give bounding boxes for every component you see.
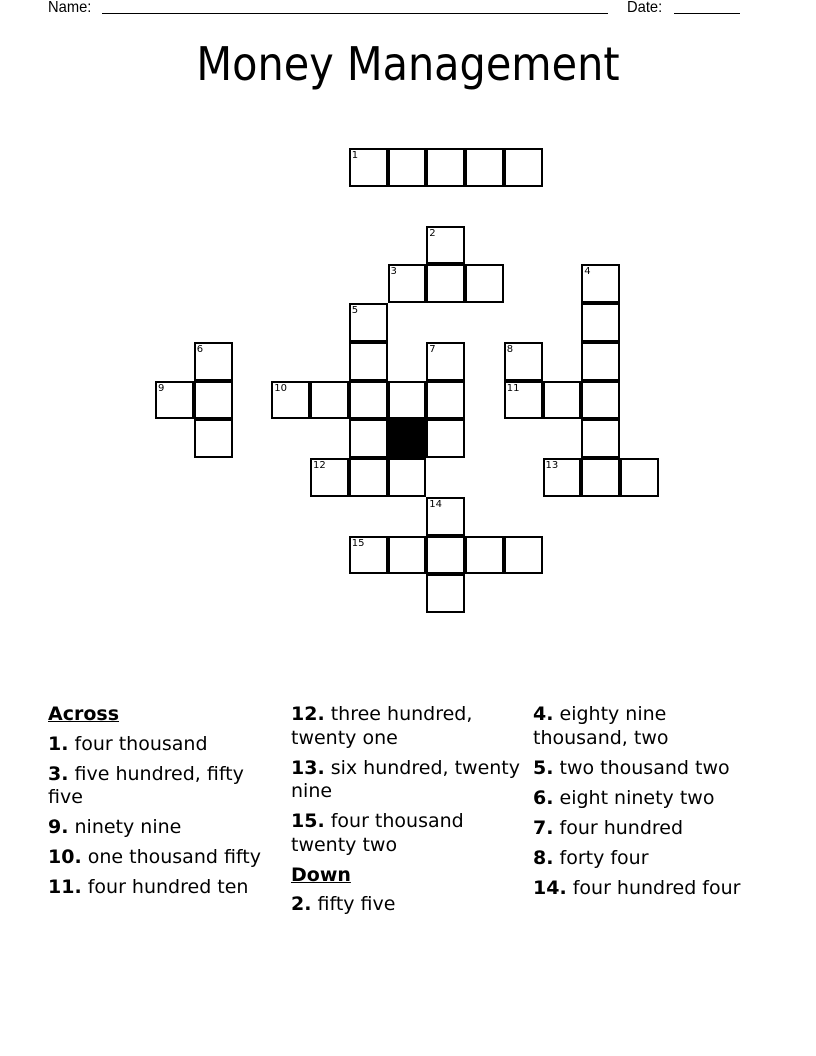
clue-number: 3.: [48, 762, 69, 785]
clues-column-2: [291, 703, 521, 923]
crossword-cell[interactable]: [620, 458, 659, 497]
clues-column-3: [533, 703, 763, 907]
crossword-cell[interactable]: [465, 264, 504, 303]
date-label: Date:: [627, 0, 663, 16]
clue-number: 11.: [48, 876, 82, 898]
cell-number: 13: [545, 460, 559, 471]
crossword-cell[interactable]: [504, 148, 543, 187]
crossword-cell[interactable]: [426, 342, 465, 381]
crossword-cell[interactable]: [581, 303, 620, 342]
name-label: Name:: [48, 0, 92, 16]
cell-number: 6: [196, 343, 204, 355]
clue-number: 9.: [48, 816, 69, 838]
crossword-cell[interactable]: [271, 381, 310, 420]
clue-number: 8.: [533, 846, 554, 869]
crossword-cell[interactable]: [310, 458, 349, 497]
crossword-cell[interactable]: [388, 536, 427, 575]
down-heading: Down: [291, 863, 351, 886]
cell-number: 8: [506, 343, 514, 355]
clue-down-4: [533, 703, 763, 750]
clue-text: fifty five: [317, 893, 396, 915]
crossword-cell[interactable]: [426, 497, 465, 536]
clue-number: 10.: [48, 846, 82, 868]
clue-text: four hundred four: [572, 876, 741, 899]
cell-number: 11: [506, 382, 520, 394]
cell-number: 2: [429, 227, 436, 239]
crossword-cell[interactable]: [504, 342, 543, 381]
clue-across-15: [291, 810, 521, 857]
clue-across-11: [48, 876, 278, 900]
crossword-cell[interactable]: [310, 381, 349, 420]
crossword-cell[interactable]: [581, 264, 620, 303]
crossword-cell[interactable]: [388, 264, 427, 303]
clue-across-12: [291, 703, 521, 750]
clue-across-3: [48, 763, 278, 810]
clue-number: 1.: [48, 732, 69, 755]
clue-number: 5.: [533, 756, 554, 779]
cell-number: 4: [584, 266, 591, 278]
clue-number: 14.: [533, 876, 567, 899]
crossword-cell[interactable]: [426, 419, 465, 458]
crossword-black-cell: [388, 419, 427, 458]
crossword-cell[interactable]: [581, 419, 620, 458]
clue-text: three hundred, twenty one: [291, 703, 473, 749]
cell-number: 9: [158, 382, 165, 394]
clue-text: six hundred, twenty nine: [291, 756, 521, 802]
clue-down-14: [533, 877, 763, 901]
clue-down-8: [533, 847, 763, 871]
crossword-cell[interactable]: [426, 226, 465, 265]
crossword-cell[interactable]: [349, 536, 388, 575]
crossword-cell[interactable]: [581, 381, 620, 420]
clue-across-10: [48, 846, 278, 870]
crossword-cell[interactable]: [349, 419, 388, 458]
clue-text: four thousand: [74, 732, 208, 755]
cell-number: 7: [429, 343, 436, 355]
crossword-cell[interactable]: [349, 342, 388, 381]
crossword-cell[interactable]: [194, 342, 233, 381]
clues-column-1: [48, 703, 278, 906]
cell-number: 3: [390, 266, 397, 278]
clue-text: forty four: [559, 846, 649, 869]
clue-across-1: [48, 733, 278, 757]
cell-number: 14: [429, 498, 442, 510]
clue-text: one thousand fifty: [87, 846, 261, 868]
cell-number: 1: [351, 150, 359, 161]
crossword-cell[interactable]: [194, 419, 233, 458]
crossword-cell[interactable]: [426, 381, 465, 420]
cell-number: 15: [351, 537, 365, 549]
crossword-cell[interactable]: [504, 536, 543, 575]
clue-number: 2.: [291, 893, 312, 915]
crossword-cell[interactable]: [388, 148, 427, 187]
clue-across-13: [291, 757, 521, 804]
crossword-cell[interactable]: [426, 264, 465, 303]
crossword-cell[interactable]: [349, 381, 388, 420]
cell-number: 10: [274, 382, 287, 394]
clue-text: four hundred: [559, 816, 684, 839]
clue-across-9: [48, 816, 278, 840]
crossword-cell[interactable]: [349, 458, 388, 497]
clue-number: 6.: [533, 786, 554, 809]
cell-number: 5: [351, 305, 359, 316]
clue-down-2: [291, 893, 521, 917]
clue-text: two thousand two: [559, 756, 730, 779]
clue-number: 12.: [291, 703, 325, 725]
crossword-cell[interactable]: [349, 148, 388, 187]
crossword-cell[interactable]: [581, 342, 620, 381]
page-title: Money Management: [196, 37, 620, 91]
crossword-cell[interactable]: [465, 148, 504, 187]
clue-text: four thousand twenty two: [291, 810, 464, 856]
clue-number: 7.: [533, 816, 554, 839]
clue-down-7: [533, 817, 763, 841]
crossword-cell[interactable]: [465, 536, 504, 575]
crossword-cell[interactable]: [426, 536, 465, 575]
crossword-cell[interactable]: [426, 148, 465, 187]
crossword-cell[interactable]: [581, 458, 620, 497]
clue-text: four hundred ten: [87, 876, 249, 898]
clue-text: ninety nine: [74, 816, 182, 838]
crossword-cell[interactable]: [155, 381, 194, 420]
across-heading: Across: [48, 703, 120, 725]
crossword-cell[interactable]: [426, 574, 465, 613]
clue-down-5: [533, 757, 763, 781]
crossword-cell[interactable]: [349, 303, 388, 342]
crossword-cell[interactable]: [543, 381, 582, 420]
clue-number: 13.: [291, 756, 325, 779]
clue-down-6: [533, 787, 763, 811]
crossword-cell[interactable]: [504, 381, 543, 420]
clue-text: eight ninety two: [559, 786, 715, 809]
clue-text: eighty nine thousand, two: [533, 703, 669, 749]
crossword-cell[interactable]: [388, 381, 427, 420]
clue-text: five hundred, fifty five: [48, 762, 244, 808]
crossword-cell[interactable]: [388, 458, 427, 497]
crossword-cell[interactable]: [543, 458, 582, 497]
crossword-cell[interactable]: [194, 381, 233, 420]
cell-number: 12: [313, 460, 326, 471]
clue-number: 4.: [533, 703, 554, 725]
clue-number: 15.: [291, 810, 325, 832]
